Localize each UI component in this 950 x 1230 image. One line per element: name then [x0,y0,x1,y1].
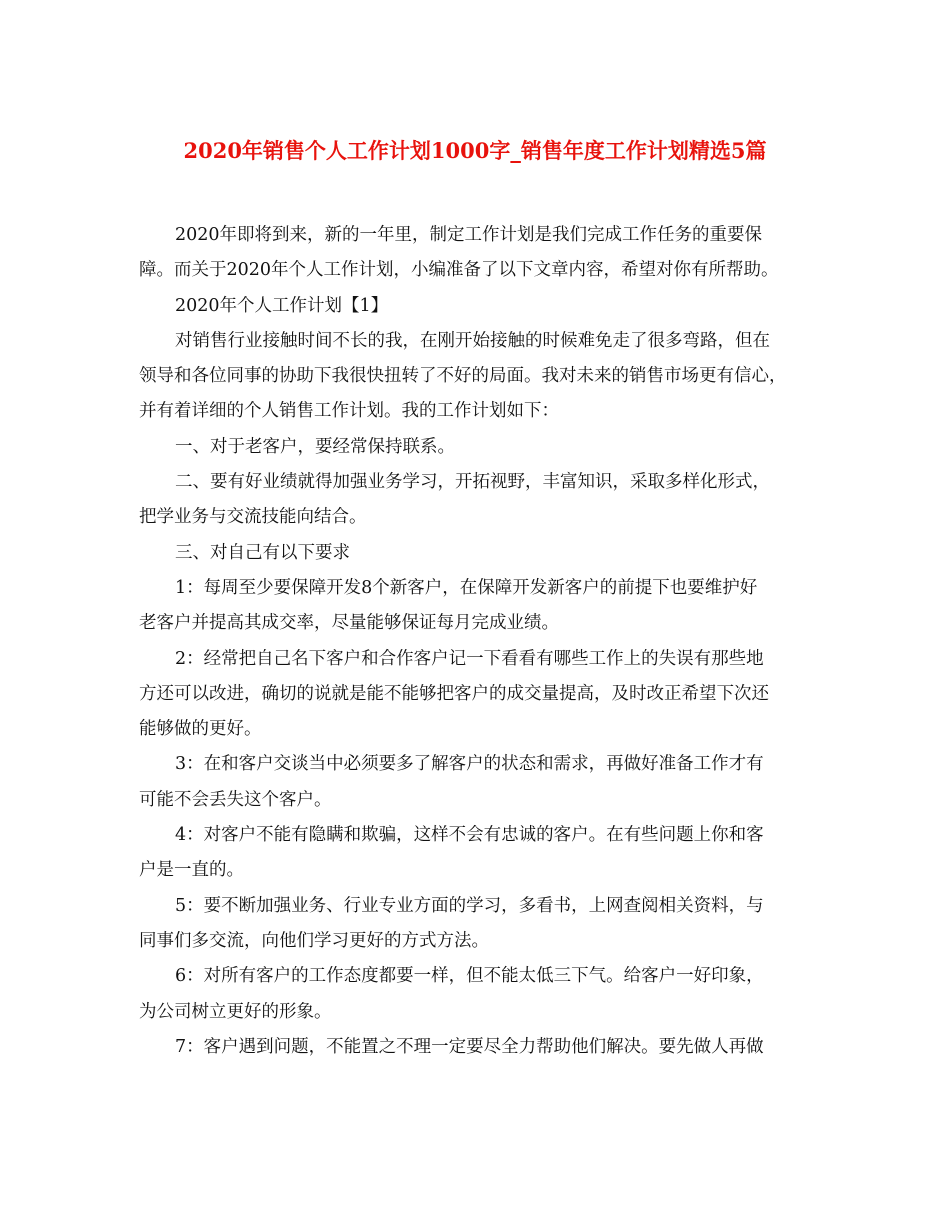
paragraph-line: 一、对于老客户，要经常保持联系。 [175,436,455,457]
paragraph-line: 领导和各位同事的协助下我很快扭转了不好的局面。我对未来的销售市场更有信心， [139,366,787,387]
paragraph-line: 7：客户遇到问题，不能置之不理一定要尽全力帮助他们解决。要先做人再做 [175,1036,764,1057]
document-body [139,218,819,1065]
paragraph [139,642,819,748]
paragraph-line: 并有着详细的个人销售工作计划。我的工作计划如下： [139,401,559,422]
paragraph-line: 6：对所有客户的工作态度都要一样，但不能太低三下气。给客户一好印象， [175,966,764,987]
paragraph [139,818,819,889]
paragraph [139,289,819,324]
paragraph [139,324,819,430]
paragraph [139,1030,819,1065]
paragraph [139,959,819,1030]
paragraph-line: 3：在和客户交谈当中必须要多了解客户的状态和需求，再做好准备工作才有 [175,754,764,775]
paragraph-line: 三、对自己有以下要求 [175,542,350,563]
paragraph [139,430,819,465]
paragraph-line: 障。而关于2020年个人工作计划，小编准备了以下文章内容，希望对你有所帮助。 [139,260,779,281]
paragraph [139,536,819,571]
paragraph-line: 把学业务与交流技能向结合。 [139,507,367,528]
paragraph-line: 户是一直的。 [139,860,244,881]
paragraph-line: 二、要有好业绩就得加强业务学习，开拓视野，丰富知识，采取多样化形式， [175,472,770,493]
paragraph-line: 能够做的更好。 [139,719,262,740]
paragraph-line: 同事们多交流，向他们学习更好的方式方法。 [139,930,489,951]
paragraph-line: 5：要不断加强业务、行业专业方面的学习，多看书，上网查阅相关资料，与 [175,895,764,916]
paragraph [139,889,819,960]
paragraph [139,218,819,289]
paragraph [139,571,819,642]
paragraph-line: 1：每周至少要保障开发8个新客户，在保障开发新客户的前提下也要维护好 [175,577,758,598]
paragraph [139,747,819,818]
paragraph-line: 对销售行业接触时间不长的我，在刚开始接触的时候难免走了很多弯路，但在 [175,330,770,351]
paragraph-line: 可能不会丢失这个客户。 [139,789,332,810]
paragraph-line: 2020年即将到来，新的一年里，制定工作计划是我们完成工作任务的重要保 [175,225,763,245]
paragraph-line: 方还可以改进，确切的说就是能不能够把客户的成交量提高，及时改正希望下次还 [139,683,769,704]
paragraph-line: 2020年个人工作计划【1】 [175,295,389,316]
paragraph [139,465,819,536]
paragraph-line: 2：经常把自己名下客户和合作客户记一下看看有哪些工作上的失误有那些地 [175,648,764,669]
paragraph-line: 4：对客户不能有隐瞒和欺骗，这样不会有忠诚的客户。在有些问题上你和客 [175,825,764,846]
paragraph-line: 为公司树立更好的形象。 [139,1001,332,1022]
document-title: 2020年销售个人工作计划1000字_销售年度工作计划精选5篇 [183,138,767,163]
paragraph-line: 老客户并提高其成交率，尽量能够保证每月完成业绩。 [139,613,559,634]
